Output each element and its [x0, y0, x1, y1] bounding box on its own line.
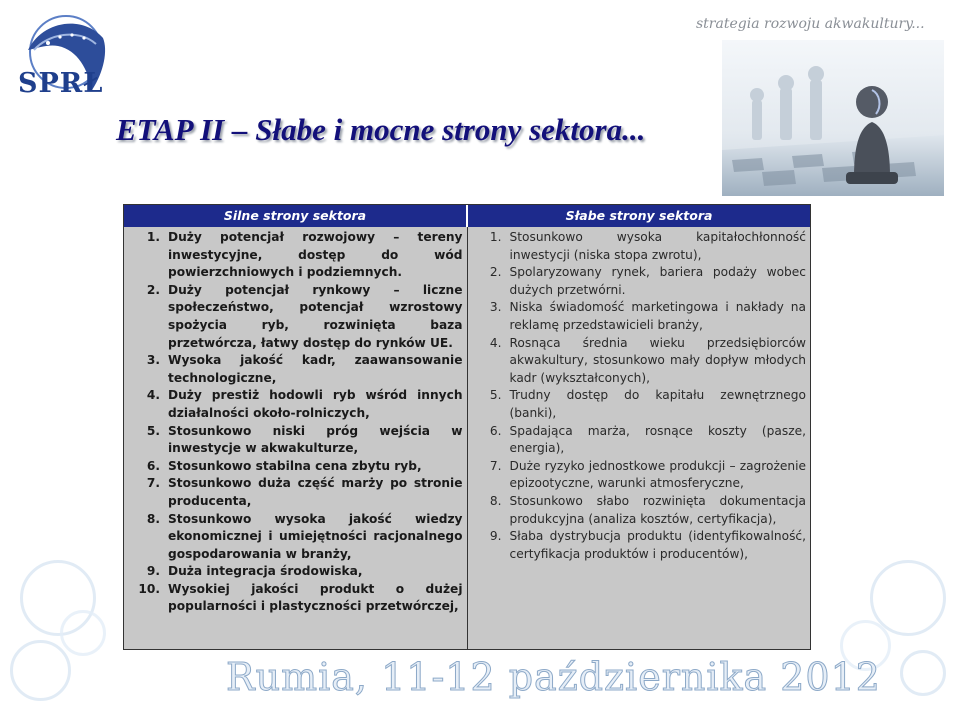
strength-list-item — [124, 563, 463, 581]
item-number: 2. — [489, 265, 502, 280]
decorative-swirl — [60, 610, 106, 656]
item-text: Duży potencjał rozwojowy – tereny inwestycyjne, dostęp do wód powierzchniowych i podziemnych. — [168, 230, 463, 280]
chess-board-icon — [722, 40, 944, 196]
item-text: Duże ryzyko jednostkowe produkcji – zagrożenie epizootyczne, warunki atmosferyczne, — [509, 458, 806, 491]
event-footer: Rumia, 11-12 października 2012 — [226, 655, 881, 699]
item-text: Niska świadomość marketingowa i nakłady na reklamę przedstawicieli branży, — [509, 300, 806, 332]
item-text: Duży potencjał rynkowy – liczne społeczeństwo, potencjał wzrostowy spożycia ryb, rozwinięta baza przetwórcza, łatwy dostęp do rynków UE. — [168, 282, 463, 350]
swot-table — [123, 204, 811, 650]
item-text: Duża integracja środowiska, — [168, 564, 363, 579]
weakness-list-item — [468, 299, 807, 334]
item-number: 3. — [489, 300, 502, 315]
item-number: 7. — [489, 458, 502, 473]
item-text: Stosunkowo duża część marży po stronie producenta, — [168, 476, 463, 508]
decorative-swirl — [900, 650, 946, 696]
weakness-list-item — [468, 493, 807, 528]
item-text: Rosnąca średnia wieku przedsiębiorców akwakultury, stosunkowo mały dopływ młodych kadr (wykształconych), — [509, 335, 806, 385]
weakness-list-item — [468, 528, 807, 563]
decorative-swirl — [10, 640, 71, 701]
item-number: 3. — [146, 353, 160, 368]
weakness-list-item — [468, 387, 807, 422]
item-number: 1. — [146, 230, 160, 244]
item-text: Słaba dystrybucja produktu (identyfikowalność, certyfikacja produktów i producentów), — [509, 529, 806, 561]
item-number: 7. — [146, 476, 160, 491]
weakness-list-item — [468, 335, 807, 388]
item-number: 9. — [489, 529, 502, 544]
sprl-logo — [8, 10, 112, 98]
strength-list-item — [124, 581, 463, 616]
strength-list-item — [124, 423, 463, 458]
strength-list-item — [124, 511, 463, 564]
item-text: Duży prestiż hodowli ryb wśród innych działalności około-rolniczych, — [168, 388, 463, 420]
item-number: 2. — [146, 282, 160, 297]
page-title: ETAP II – Słabe i mocne strony sektora... — [116, 112, 646, 147]
weakness-list-item — [468, 423, 807, 458]
weakness-list-item — [468, 458, 807, 493]
chess-pieces-image — [722, 40, 944, 196]
weaknesses-column — [468, 227, 811, 649]
item-number: 8. — [146, 511, 160, 526]
item-text: Trudny dostęp do kapitału zewnętrznego (banki), — [509, 388, 806, 420]
strength-list-item — [124, 282, 463, 352]
weakness-list-item — [468, 229, 807, 264]
logo-text: SPRŁ — [18, 68, 104, 99]
strength-list-item — [124, 475, 463, 510]
item-text: Spolaryzowany rynek, bariera podaży wobec dużych przetwórni. — [509, 265, 806, 297]
item-number: 8. — [489, 493, 502, 508]
strategy-caption: strategia rozwoju akwakultury... — [696, 16, 925, 32]
table-header — [124, 205, 810, 227]
item-number: 4. — [146, 388, 160, 403]
item-text: Stosunkowo stabilna cena zbytu ryb, — [168, 458, 422, 473]
strength-list-item — [124, 387, 463, 422]
strengths-column — [124, 227, 468, 649]
item-text: Stosunkowo wysoka kapitałochłonność inwestycji (niska stopa zwrotu), — [509, 230, 806, 262]
item-text: Wysokiej jakości produkt o dużej popularności i plastyczności przetwórczej, — [168, 581, 463, 614]
item-number: 5. — [146, 423, 160, 438]
item-text: Stosunkowo wysoka jakość wiedzy ekonomicznej i umiejętności racjonalnego gospodarowania w branży, — [168, 511, 463, 561]
strength-list-item — [124, 458, 463, 476]
strength-list-item — [124, 229, 463, 282]
item-number: 6. — [489, 423, 502, 438]
header-strengths: Silne strony sektora — [124, 205, 468, 227]
header-weaknesses: Słabe strony sektora — [565, 208, 713, 223]
item-number: 1. — [489, 230, 502, 244]
item-number: 5. — [489, 388, 502, 403]
item-text: Wysoka jakość kadr, zaawansowanie technologiczne, — [168, 353, 463, 385]
strength-list-item — [124, 352, 463, 387]
item-text: Stosunkowo słabo rozwinięta dokumentacja produkcyjna (analiza kosztów, certyfikacja), — [509, 493, 806, 526]
item-number: 4. — [489, 335, 502, 350]
item-text: Spadająca marża, rosnące koszty (pasze, energia), — [509, 423, 806, 456]
weakness-list-item — [468, 264, 807, 299]
item-number: 6. — [146, 458, 160, 473]
item-number: 9. — [146, 564, 160, 579]
item-number: 10. — [138, 581, 160, 596]
item-text: Stosunkowo niski próg wejścia w inwestycje w akwakulturze, — [168, 423, 463, 456]
